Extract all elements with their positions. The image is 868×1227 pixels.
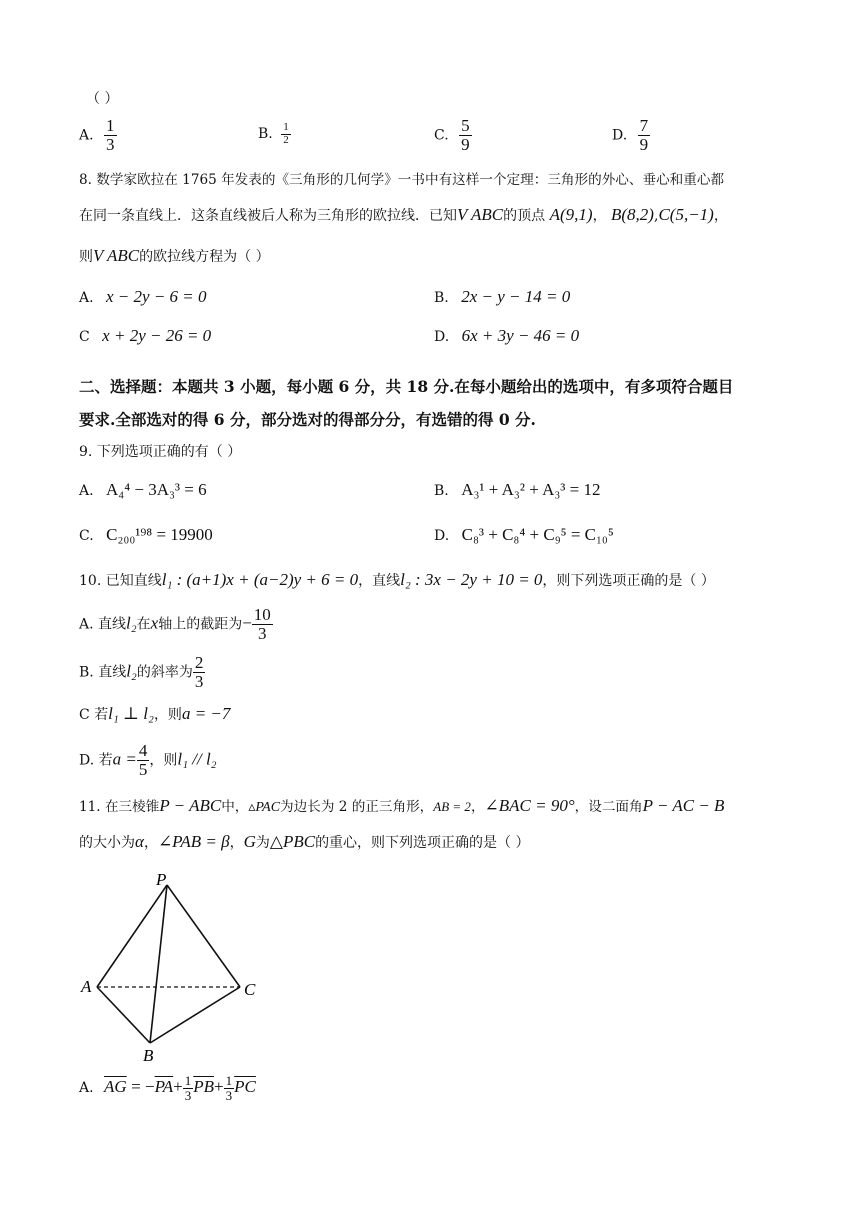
frac-den: 3 (106, 134, 115, 154)
q9-option-c (79, 525, 213, 545)
frac-num: 7 (639, 116, 649, 135)
edge-pa (97, 885, 167, 987)
option-text: C 若 (79, 707, 109, 723)
option-letter: A. (79, 127, 94, 144)
q9-option-a (79, 480, 207, 500)
option-expr: x + 2y − 26 = 0 (102, 326, 212, 345)
q11-text: ， (143, 835, 158, 851)
q10-text: ，直线 (358, 573, 401, 589)
q8-text: 则 (79, 249, 93, 265)
q11-text: 的大小为 (79, 835, 135, 851)
frac-den: 9 (461, 134, 470, 154)
q9-option-d (434, 525, 614, 545)
q11-pab: ∠PAB = β (157, 832, 230, 851)
q11-pbc: △PBC (269, 832, 316, 851)
option-op: = − (131, 1077, 155, 1097)
q8-line1: 8. 数学家欧拉在 1765 年发表的《三角形的几何学》一书中有这样一个定理：三角形的外心、垂心和重心都 (79, 172, 725, 188)
option-letter: A. (79, 1080, 94, 1097)
frac-den: 5 (138, 759, 148, 779)
frac-den: 3 (194, 671, 204, 691)
q7-option-b (258, 122, 291, 146)
label-b: B (143, 1046, 154, 1065)
pyramid-figure (70, 865, 280, 1065)
q8-text: 的顶点 (503, 208, 546, 224)
q10-text: 10. 已知直线 (79, 573, 162, 589)
option-result: a = −7 (181, 704, 231, 723)
option-cond: l₁ ⊥ l₂ (108, 704, 154, 723)
option-expr: A₄⁴ − 3A₃³ = 6 (106, 480, 207, 499)
option-letter: D. (612, 127, 628, 144)
q11-text: 中， (221, 799, 249, 815)
frac-num: 5 (461, 116, 470, 135)
q11-g: G (243, 832, 256, 851)
option-letter: B. (434, 483, 449, 499)
q8-point-b: B(8,2) (611, 205, 654, 224)
option-l2: l₂ (126, 661, 137, 681)
q8-option-c (79, 326, 211, 346)
q11-triangle: ▵PAC (248, 800, 281, 815)
q7-option-c (434, 117, 472, 154)
q9-stem: 9. 下列选项正确的有（ ） (79, 444, 242, 460)
option-text: 在 (136, 616, 151, 633)
label-c: C (244, 980, 256, 999)
option-text: ，则 (149, 752, 178, 769)
option-letter: C. (434, 127, 449, 144)
q8-triangle: V ABC (457, 205, 504, 224)
option-result: l₁ // l₂ (177, 749, 217, 769)
vector-pc: $\overline{PC}$ (234, 1077, 256, 1097)
q8-option-b (434, 287, 570, 307)
q11-text: ， (229, 835, 244, 851)
frac-num: 1 (106, 116, 115, 135)
q11-text: 为 (255, 835, 270, 851)
q8-text: 的欧拉线方程为（ ） (139, 249, 270, 265)
q11-line1 (79, 795, 724, 816)
q7-paren: （ ） (86, 91, 119, 107)
option-expr: x − 2y − 6 = 0 (106, 287, 207, 306)
option-text: ，则 (153, 707, 182, 723)
q8-point-c: C(5,−1) (658, 205, 714, 224)
q11-alpha: α (135, 832, 144, 851)
frac-num: 2 (194, 653, 204, 672)
option-letter: C. (79, 528, 94, 544)
q9-option-b (434, 480, 601, 500)
option-op: + (173, 1077, 183, 1097)
option-text: A. 直线 (79, 616, 127, 633)
option-a-eq: a = (112, 749, 137, 769)
option-expr: C₂₀₀¹⁹⁸ = 19900 (106, 525, 213, 544)
q8-triangle: V ABC (93, 246, 140, 265)
q10-text: ，则下列选项正确的是（ ） (542, 573, 715, 589)
option-l2: l₂ (126, 613, 137, 633)
option-expr: A₃¹ + A₃² + A₃³ = 12 (461, 480, 601, 499)
q8-line2: 在同一条直线上．这条直线被后人称为三角形的欧拉线．已知V ABC的顶点 A(9,1)， B(8,2),C(5,−1)， (79, 205, 728, 224)
option-expr: 2x − y − 14 = 0 (461, 287, 571, 306)
option-text: 轴上的截距为 (158, 616, 243, 633)
q11-text: 为边长为 2 的正三角形， (280, 799, 434, 815)
frac-num: 1 (184, 1073, 192, 1088)
edge-ab (97, 987, 150, 1043)
q8-text: 在同一条直线上．这条直线被后人称为三角形的欧拉线．已知 (79, 208, 457, 224)
q10-line-l2: l₂ : 3x − 2y + 10 = 0 (400, 570, 543, 589)
section2-line1: 二、选择题：本题共 3 小题，每小题 6 分，共 18 分.在每小题给出的选项中，有多项符合题目 (79, 377, 734, 396)
frac-num: 10 (253, 605, 271, 624)
edge-bc (150, 987, 240, 1043)
q11-text: ， (470, 799, 485, 815)
option-letter: A. (79, 483, 94, 499)
option-letter: B. (434, 290, 449, 306)
q11-line2 (79, 832, 530, 852)
q10-stem (79, 570, 715, 590)
q10-line-l1: l₁ : (a+1)x + (a−2)y + 6 = 0 (161, 570, 359, 589)
q8-line3 (79, 246, 270, 266)
q10-option-c (79, 704, 230, 724)
frac-den: 3 (225, 1087, 233, 1103)
q8-point-a: A(9,1) (549, 205, 593, 224)
option-letter: D. (434, 528, 450, 544)
frac-num: 4 (138, 741, 148, 760)
frac-den: 2 (283, 133, 289, 146)
label-a: A (81, 977, 92, 996)
vector-pb: $\overline{PB}$ (193, 1077, 215, 1097)
section2-line2: 要求.全部选对的得 6 分，部分选对的得部分分，有选错的得 0 分. (79, 410, 536, 429)
option-text: 的斜率为 (136, 664, 193, 681)
option-letter: A. (79, 290, 94, 306)
option-x: x (150, 613, 159, 633)
option-letter: C (79, 329, 90, 345)
q11-text: ，设二面角 (574, 799, 643, 815)
q11-ab: AB = 2 (433, 799, 471, 814)
edge-pb (150, 885, 167, 1043)
vector-ag: $\overline{AG}$ (104, 1077, 127, 1097)
frac-den: 3 (184, 1087, 192, 1103)
frac-den: 3 (258, 623, 267, 643)
option-text: B. 直线 (79, 664, 127, 681)
q8-option-d (434, 326, 579, 346)
option-expr: C₈³ + C₈⁴ + C₉⁵ = C₁₀⁵ (461, 525, 614, 544)
vector-pa: $\overline{PA}$ (154, 1077, 174, 1097)
q10-option-d (79, 742, 217, 779)
q11-text: 11. 在三棱锥 (79, 799, 160, 815)
q8-option-a (79, 287, 207, 307)
option-letter: B. (258, 126, 273, 143)
q11-text: 的重心，则下列选项正确的是（ ） (315, 835, 530, 851)
option-text: D. 若 (79, 752, 113, 769)
frac-num: 1 (225, 1073, 233, 1088)
q10-option-a: A. 直线l₂在x轴上的截距为− $\frac{10}{3}$ (79, 605, 271, 643)
q11-dihedral: P − AC − B (642, 796, 725, 815)
edge-pc (167, 885, 240, 987)
option-letter: D. (434, 329, 450, 345)
q11-angle: ∠BAC = 90° (484, 796, 575, 815)
frac-num: 1 (283, 121, 289, 133)
label-p: P (156, 870, 167, 889)
frac-den: 9 (639, 134, 649, 154)
q11-option-a (79, 1074, 256, 1102)
q10-option-b (79, 654, 205, 691)
option-expr: 6x + 3y − 46 = 0 (461, 326, 580, 345)
q11-pyramid: P − ABC (159, 796, 222, 815)
q7-option-d (612, 117, 650, 154)
option-op: + (214, 1077, 224, 1097)
q7-option-a (79, 117, 117, 154)
